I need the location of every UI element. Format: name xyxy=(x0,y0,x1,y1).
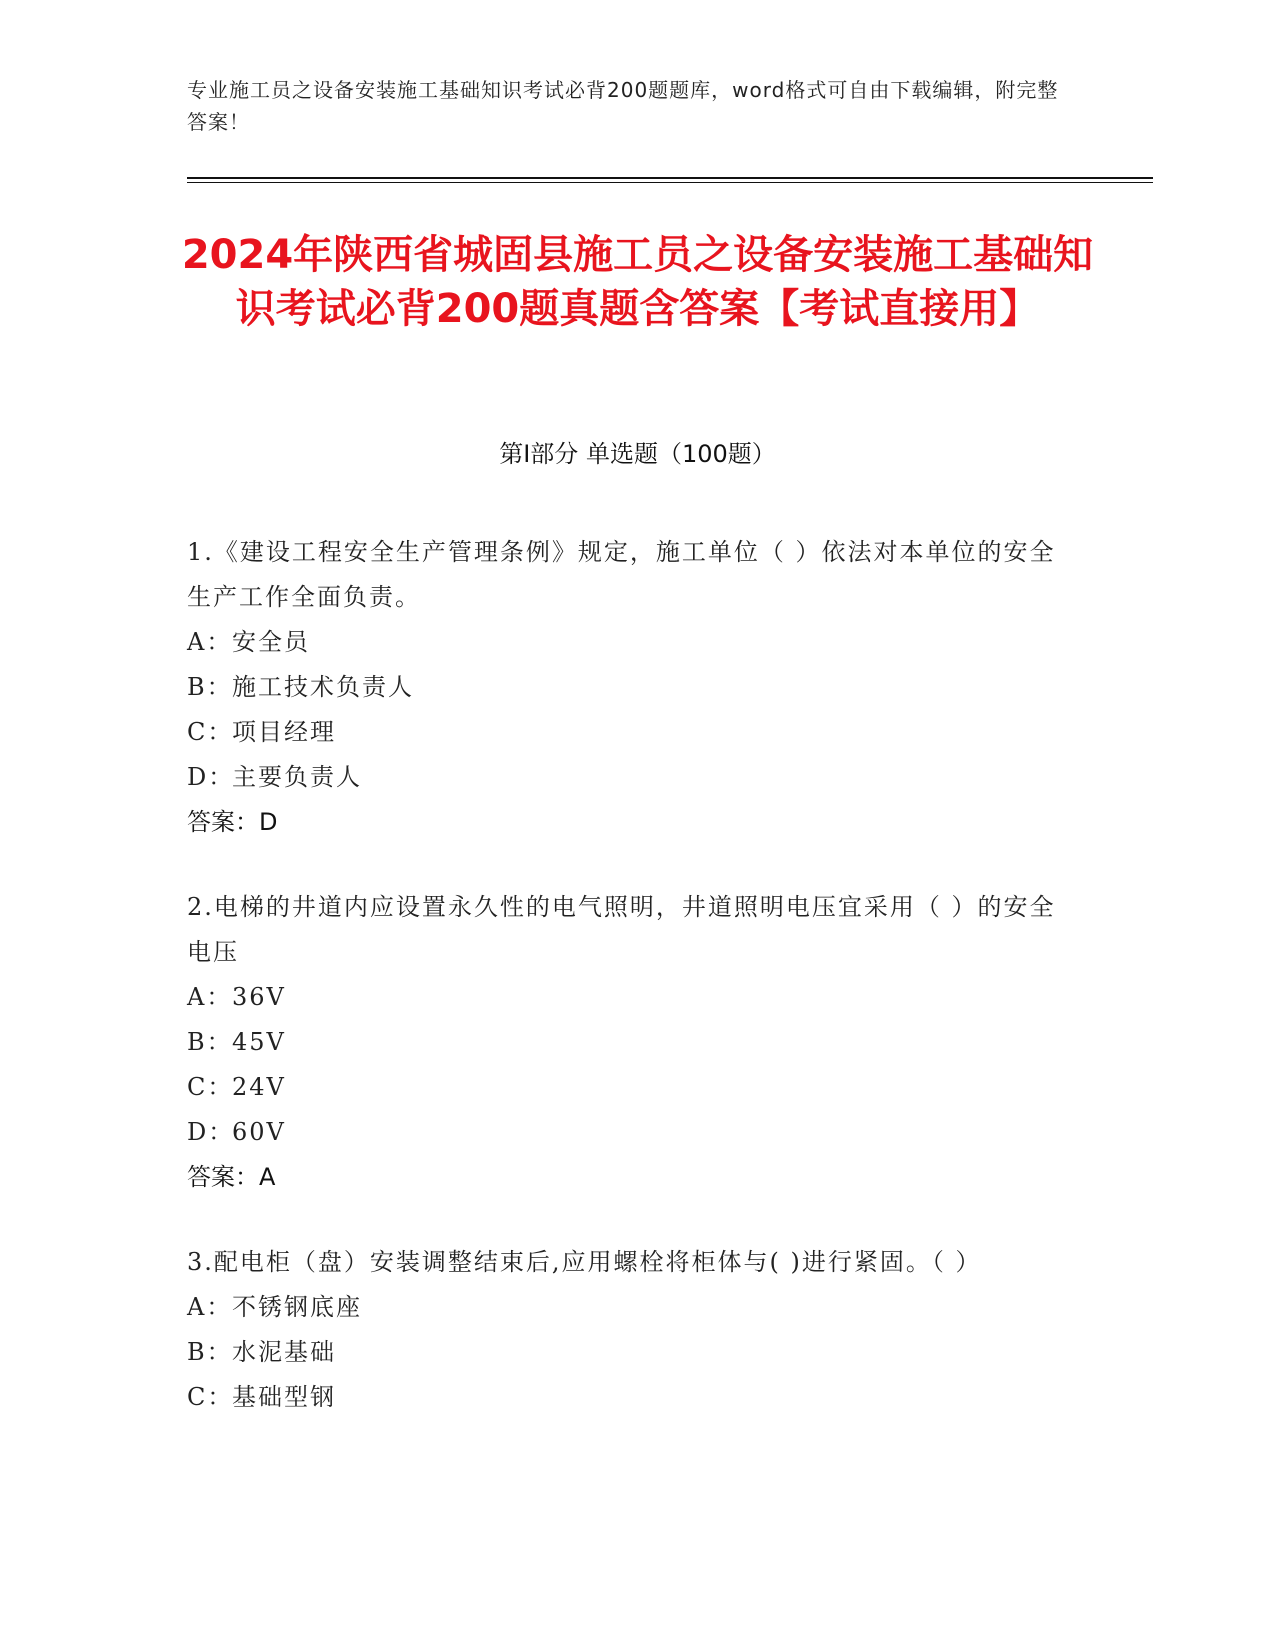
answer-label: 答案： xyxy=(187,808,259,836)
option-b xyxy=(187,1020,1067,1065)
option-key: A： xyxy=(187,628,233,656)
header-divider-thin xyxy=(187,182,1153,183)
question-stem: 1.《建设工程安全生产管理条例》规定，施工单位（ ）依法对本单位的安全生产工作全面负责。 xyxy=(187,538,1056,611)
question-1 xyxy=(187,530,1067,845)
question-stem: 3.配电柜（盘）安装调整结束后,应用螺栓将柜体与( )进行紧固。（ ） xyxy=(187,1248,982,1276)
option-text: 安全员 xyxy=(232,628,310,656)
option-c xyxy=(187,1375,1067,1420)
option-key: D： xyxy=(187,1118,235,1146)
option-a xyxy=(187,1285,1067,1330)
document-title: 2024年陕西省城固县施工员之设备安装施工基础知识考试必背200题真题含答案【考试直接用】 xyxy=(181,232,1094,332)
option-key: B： xyxy=(187,673,233,701)
answer-label: 答案： xyxy=(187,1163,259,1191)
section-title: 第I部分 单选题（100题） xyxy=(499,440,776,468)
option-key: D： xyxy=(187,763,235,791)
question-stem: 2.电梯的井道内应设置永久性的电气照明，井道照明电压宜采用（ ）的安全电压 xyxy=(187,893,1056,966)
option-text: 24V xyxy=(232,1073,286,1101)
document-header: 专业施工员之设备安装施工基础知识考试必背200题题库，word格式可自由下载编辑，附完整答案！ xyxy=(187,78,1059,134)
option-key: B： xyxy=(187,1028,233,1056)
option-d xyxy=(187,755,1067,800)
option-a xyxy=(187,620,1067,665)
option-c xyxy=(187,1065,1067,1110)
option-text: 36V xyxy=(232,983,286,1011)
option-key: A： xyxy=(187,1293,233,1321)
question-2 xyxy=(187,885,1067,1200)
answer-value: D xyxy=(259,808,278,836)
answer-line xyxy=(187,1155,1067,1200)
option-text: 主要负责人 xyxy=(232,763,362,791)
option-text: 不锈钢底座 xyxy=(232,1293,362,1321)
question-list xyxy=(187,530,1067,1460)
header-divider-thick xyxy=(187,177,1153,179)
option-c xyxy=(187,710,1067,755)
option-text: 基础型钢 xyxy=(232,1383,336,1411)
option-text: 施工技术负责人 xyxy=(232,673,414,701)
option-key: C： xyxy=(187,718,234,746)
option-text: 项目经理 xyxy=(232,718,336,746)
option-text: 45V xyxy=(232,1028,286,1056)
option-key: C： xyxy=(187,1073,234,1101)
option-text: 水泥基础 xyxy=(232,1338,336,1366)
option-b xyxy=(187,1330,1067,1375)
option-key: C： xyxy=(187,1383,234,1411)
answer-line xyxy=(187,800,1067,845)
option-a xyxy=(187,975,1067,1020)
question-3 xyxy=(187,1240,1067,1420)
option-key: A： xyxy=(187,983,233,1011)
option-b xyxy=(187,665,1067,710)
option-text: 60V xyxy=(232,1118,286,1146)
option-d xyxy=(187,1110,1067,1155)
option-key: B： xyxy=(187,1338,233,1366)
answer-value: A xyxy=(259,1163,276,1191)
